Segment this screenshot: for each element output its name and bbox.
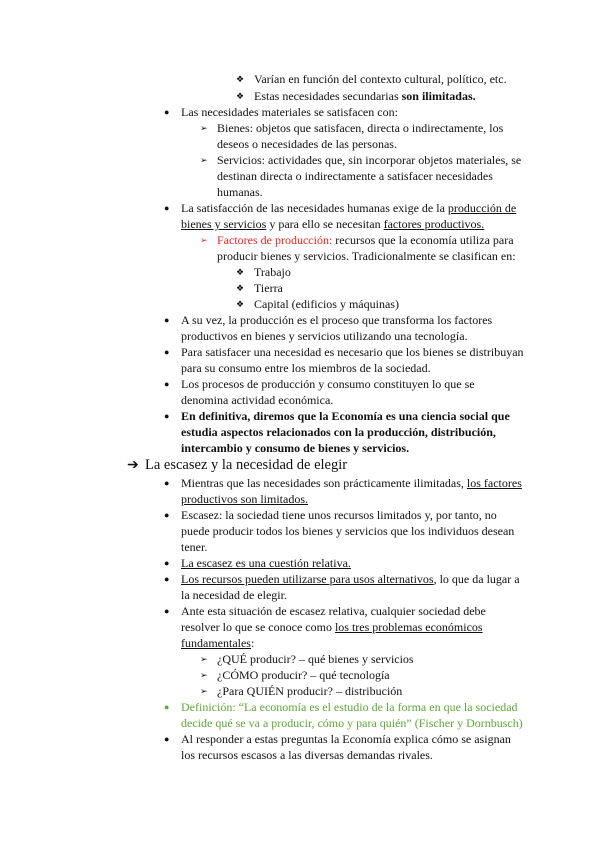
arrow-bullet-icon: ➢	[200, 235, 208, 245]
arrow-bullet-icon: ➢	[200, 155, 208, 165]
dot-bullet-icon: ●	[164, 107, 170, 117]
dot-bullet-icon: ●	[164, 478, 170, 488]
dot-bullet-icon: ●	[164, 734, 170, 744]
diamond-bullet-icon: ❖	[236, 267, 245, 277]
diamond-bullet-icon: ❖	[236, 299, 245, 309]
dot-bullet-icon: ●	[164, 702, 170, 712]
diamond-bullet-icon: ❖	[236, 74, 245, 84]
dot-bullet-icon: ●	[164, 203, 170, 213]
diamond-bullet-icon: ❖	[236, 91, 245, 101]
dot-bullet-icon: ●	[164, 606, 170, 616]
dot-bullet-icon: ●	[164, 379, 170, 389]
dot-bullet-icon: ●	[164, 315, 170, 325]
dot-bullet-icon: ●	[164, 347, 170, 357]
dot-bullet-icon: ●	[164, 510, 170, 520]
dot-bullet-icon: ●	[164, 574, 170, 584]
arrow-bullet-icon: ➢	[200, 670, 208, 680]
arrow-bullet-icon: ➢	[200, 123, 208, 133]
arrow-bullet-icon: ➢	[200, 686, 208, 696]
dot-bullet-icon: ●	[164, 411, 170, 421]
dot-bullet-icon: ●	[164, 558, 170, 568]
arrow-right-icon: ➔	[127, 458, 139, 473]
diamond-bullet-icon: ❖	[236, 283, 245, 293]
arrow-bullet-icon: ➢	[200, 654, 208, 664]
